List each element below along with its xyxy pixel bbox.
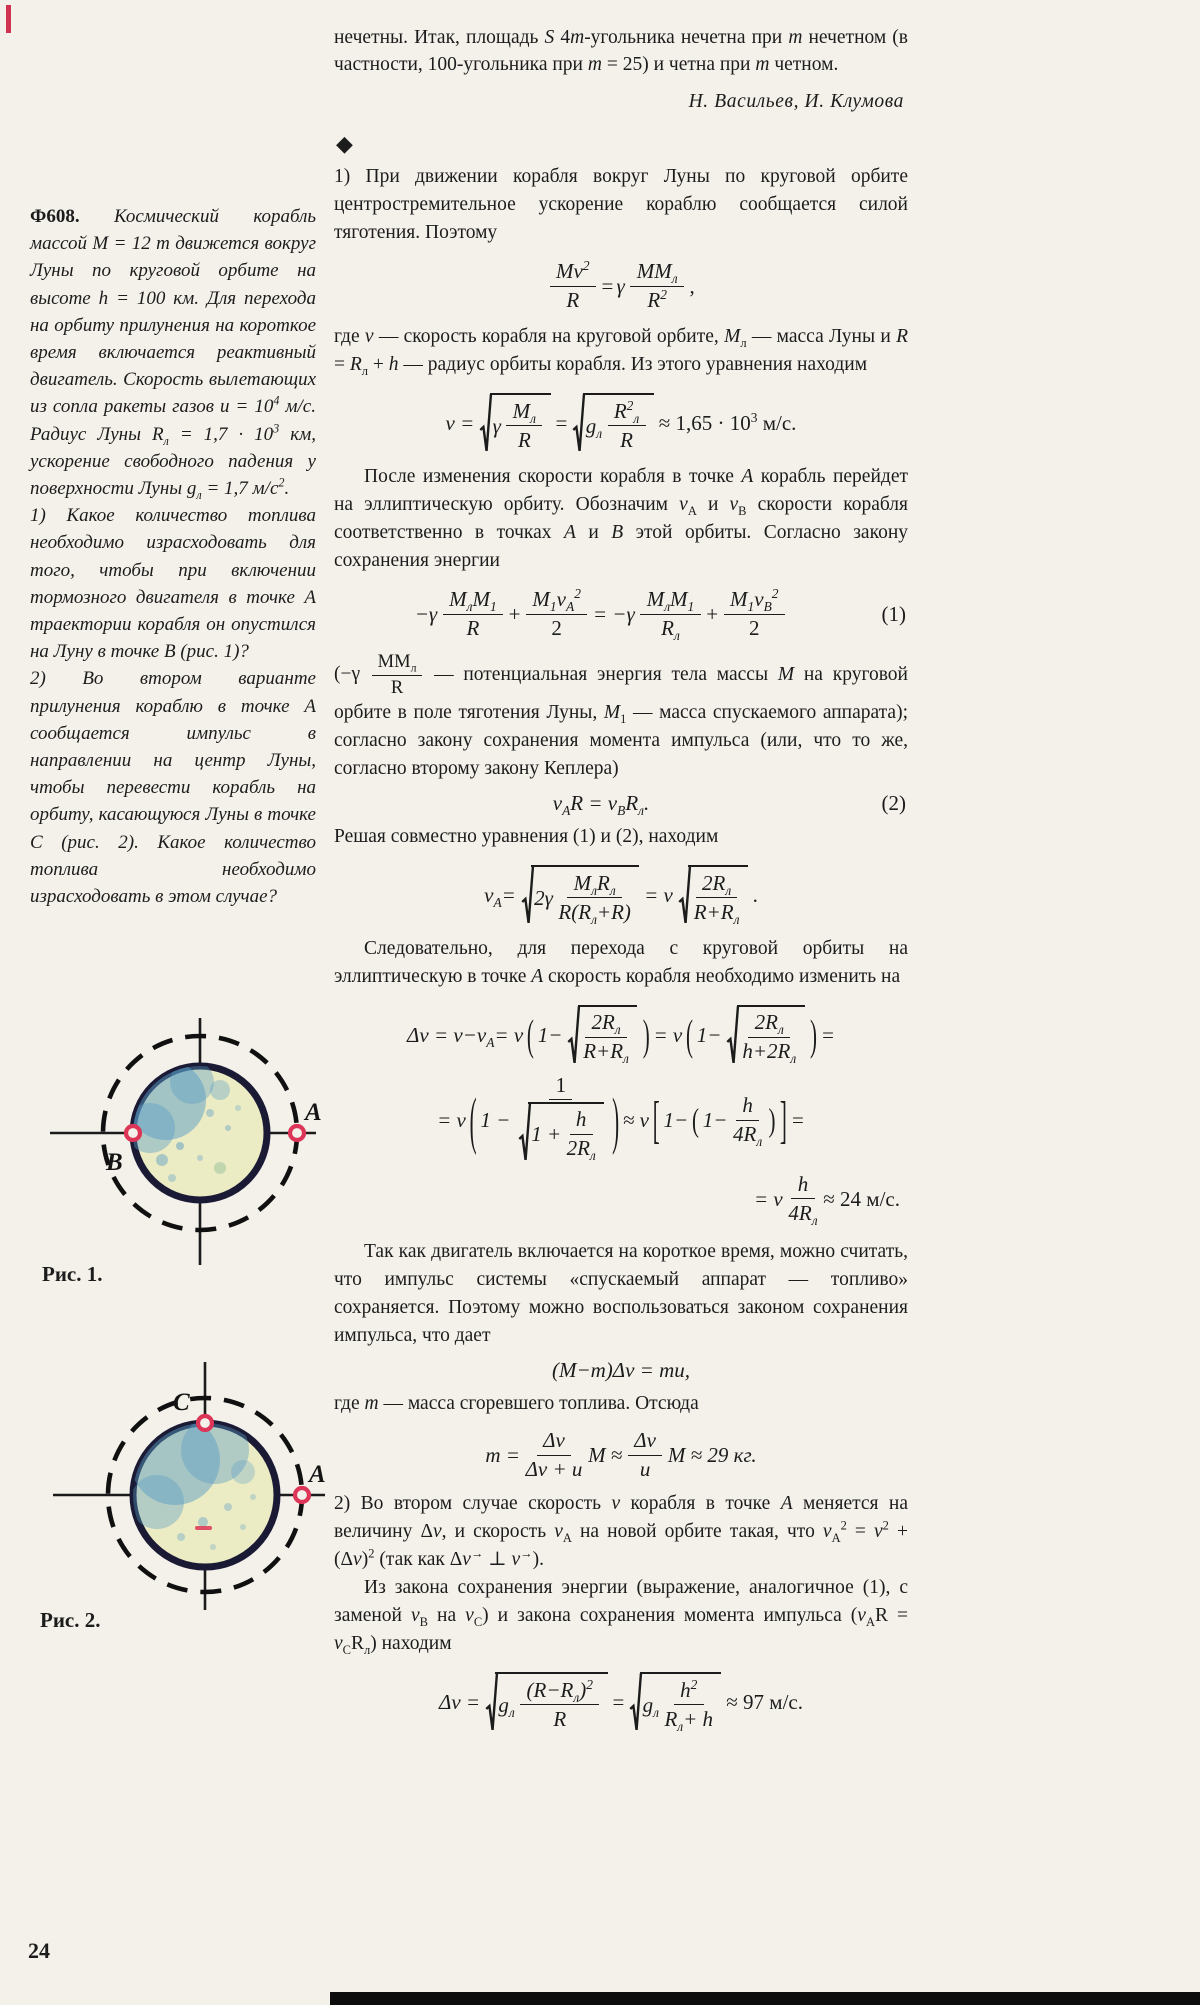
equation-centripetal: $\frac{Mv^2}{R}$ = γ $\frac{MM_л}{R^2}$ ,	[334, 259, 908, 313]
equation-number-2: (2)	[881, 791, 906, 816]
figure-2-caption: Рис. 2.	[40, 1608, 101, 1632]
solution-paragraph-7: Так как двигатель включается на короткое время, можно считать, что импульс системы «спускаемый аппарат — топливо» сохраняется. Поэтому можно воспользоваться законом сохранения импульса, что дает	[334, 1240, 908, 1346]
fig2-point-c	[198, 1416, 212, 1430]
equation-dv-expansion-2: = v ( 1 − 1 1 + $\frac{h}{2R_л}$ ) ≈ v [ 1− ( 1− $\frac{h}{4R_л}$ ) ] =	[437, 1072, 805, 1164]
equation-dv-result: = v $\frac{h}{4R_л}$ ≈ 24 м/с.	[754, 1171, 900, 1228]
figure-2	[53, 1352, 353, 1614]
solution-paragraph-5: Решая совместно уравнения (1) и (2), находим	[334, 826, 719, 848]
equation-fuel-mass: m = $\frac{\Delta v}{\Delta v + u}$ M ≈ $\frac{\Delta v}{u}$ M ≈ 29 кг.	[485, 1427, 757, 1482]
equation-va: $v_A=$ 2γ $\frac{M_лR_л}{R(R_л+R)}$ = v $\frac{2R_л}{R+R_л}$ .	[334, 865, 908, 925]
fig1-point-a	[290, 1126, 304, 1140]
solution-paragraph-2: где v — скорость корабля на круговой орбите, $M_л$ — масса Луны и $R = R_л + h$ — радиус орбиты корабля. Из этого уравнения находим	[334, 326, 908, 379]
equation-energy-conservation-1: −γ $\frac{M_лM_1}{R}$ + $\frac{M_1v_A^2}{2}$ = −γ $\frac{M_лM_1}{R_л}$ + $\frac{M_1v_B^2}{2}$ (1)	[414, 585, 906, 644]
equation-number-1: (1)	[881, 602, 906, 627]
solution-paragraph-1: 1) При движении корабля вокруг Луны по круговой орбите центростремительное ускорение кораблю сообщается силой тяготения. Поэтому	[334, 166, 908, 243]
problem-question-2: 2) Во втором варианте прилунения кораблю в точке A сообщается импульс в направлении на центр Луны, чтобы перевести корабль на орбиту, касающуюся Луны в точке C (рис. 2). Какое количество топлива необходимо израсходовать в этом случае?	[30, 668, 316, 908]
problem-id: Ф608.	[30, 206, 80, 227]
solution-column	[334, 163, 908, 1732]
top-continuation-text: нечетны. Итак, площадь S 4m-угольника нечетна при m нечетном (в частности, 100-угольника при m = 25) и четна при m четном.	[334, 27, 909, 75]
solution-paragraph-6: Следовательно, для перехода с круговой орбиты на эллиптическую в точке A скорость корабля необходимо изменить на	[334, 938, 908, 987]
equation-dv-case2: Δv = $g_л$ $\frac{(R-R_л)^2}{R}$ = $g_л$ $\frac{h^2}{R_л+ h}$ ≈ 97 м/с.	[334, 1672, 908, 1732]
equation-kepler-2: $v_AR = v_BR_л$. (2)	[552, 791, 906, 819]
solution-paragraph-3: После изменения скорости корабля в точке A корабль перейдет на эллиптическую орбиту. Обозначим $v_A$ и $v_B$ скорости корабля соответственно в точках A и B этой орбиты. Согласно закону сохранения энергии	[334, 465, 909, 571]
equation-orbital-speed: v = γ $\frac{M_л}{R}$ = $g_л$ $\frac{R^2_л}{R}$ ≈ $1,65 \cdot 10^3$ м/с.	[334, 393, 908, 453]
fig1-point-b	[126, 1126, 140, 1140]
fig1-label-a: A	[305, 1099, 322, 1126]
fig2-point-a	[295, 1488, 309, 1502]
problem-statement	[30, 203, 316, 910]
fig2-red-dash	[195, 1526, 212, 1530]
figure-1-caption: Рис. 1.	[42, 1262, 103, 1286]
equation-dv-expansion-1: $\Delta v = v-v_A= v$ ( 1− $\frac{2R_л}{R+R_л}$ ) = v ( 1− $\frac{2R_л}{h+2R_л}$ ) =	[334, 1005, 908, 1065]
section-diamond-icon: ◆	[336, 131, 353, 156]
top-continuation-block	[334, 24, 908, 115]
fig1-label-b: B	[106, 1149, 123, 1176]
fig2-label-c: C	[173, 1389, 190, 1416]
bottom-black-bar	[330, 1992, 1200, 2005]
equation-momentum: (M−m)Δv = mu,	[551, 1357, 691, 1382]
page-number: 24	[28, 1938, 50, 1963]
problem-paragraph-1: Ф608. Космический корабль массой M = 12 т движется вокруг Луны по круговой орбите на высоте h = 100 км. Для перехода на орбиту прилунения на короткое время включается реактивный двигатель. Скорость вылетающих из сопла ракеты газов $u = 10^4$ м/с. Радиус Луны $R_л = 1,7 \cdot 10^3$ км, ускорение свободного падения у поверхности Луны $g_л = 1,7$ $м/с^2$.	[30, 206, 316, 502]
figure-1	[50, 1018, 350, 1268]
authors-line: Н. Васильев, И. Клумова	[688, 91, 904, 112]
solution-paragraph-8: где m — масса сгоревшего топлива. Отсюда	[334, 1392, 699, 1414]
fig2-label-a: A	[309, 1461, 326, 1488]
solution-paragraph-9: 2) Во втором случае скорость v корабля в точке A меняется на величину Δv, и скорость $v_A$ на новой орбите такая, что $v_A^2 = v^2 + (\Delta v)^2$ (так как Δv→ ⊥ v→).	[334, 1493, 908, 1571]
solution-paragraph-4: (−γ $\frac{MM_л}{R}$ — потенциальная энергия тела массы M на круговой орбите в поле тяготения Луны, $M_1$ — масса спускаемого аппарата); согласно закону сохранения момента импульса (или, что то же, согласно второму закону Кеплера)	[334, 651, 908, 780]
page-edge-red-mark	[6, 5, 11, 33]
solution-paragraph-10: Из закона сохранения энергии (выражение, аналогичное (1), с заменой $v_B$ на $v_C$) и закона сохранения момента импульса $(v_AR = v_CR_л)$ находим	[334, 1577, 908, 1658]
problem-question-1: 1) Какое количество топлива необходимо израсходовать для того, чтобы при включении тормозного двигателя в точке A траектории корабля он опустился на Луну в точке B (рис. 1)?	[30, 505, 316, 663]
